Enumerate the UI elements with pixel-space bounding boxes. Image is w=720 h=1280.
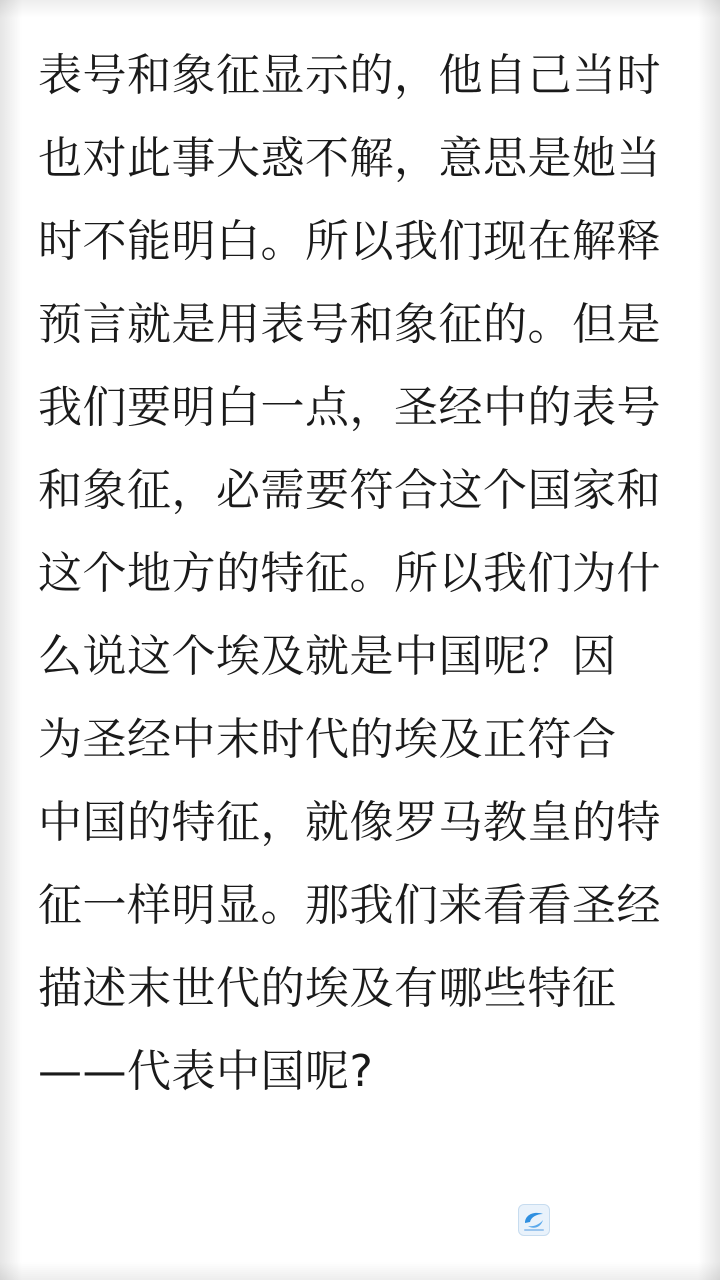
page-edge-shadow-top	[0, 0, 720, 18]
text-line: 中国的特征，就像罗马教皇的特	[38, 797, 661, 848]
text-line: 表号和象征显示的，他自己当时	[38, 50, 661, 101]
text-line: 我们要明白一点，圣经中的表号	[38, 382, 661, 433]
page-edge-shadow-right	[698, 0, 720, 1280]
app-logo-icon	[518, 1204, 550, 1236]
text-line: 预言就是用表号和象征的。但是	[38, 299, 661, 350]
text-line: 时不能明白。所以我们现在解释	[38, 216, 661, 267]
text-line: 为圣经中末时代的埃及正符合	[38, 714, 617, 765]
text-line: ——代表中国呢?	[38, 1046, 374, 1097]
text-line: 么说这个埃及就是中国呢？因	[38, 631, 617, 682]
text-line: 和象征，必需要符合这个国家和	[38, 465, 661, 516]
article-text	[38, 44, 688, 1123]
page-edge-shadow-bottom	[0, 1262, 720, 1280]
text-line: 征一样明显。那我们来看看圣经	[38, 880, 661, 931]
text-line: 描述末世代的埃及有哪些特征	[38, 963, 617, 1014]
text-line: 也对此事大惑不解，意思是她当	[38, 133, 661, 184]
text-line: 这个地方的特征。所以我们为什	[38, 548, 661, 599]
page-edge-shadow-left	[0, 0, 22, 1280]
